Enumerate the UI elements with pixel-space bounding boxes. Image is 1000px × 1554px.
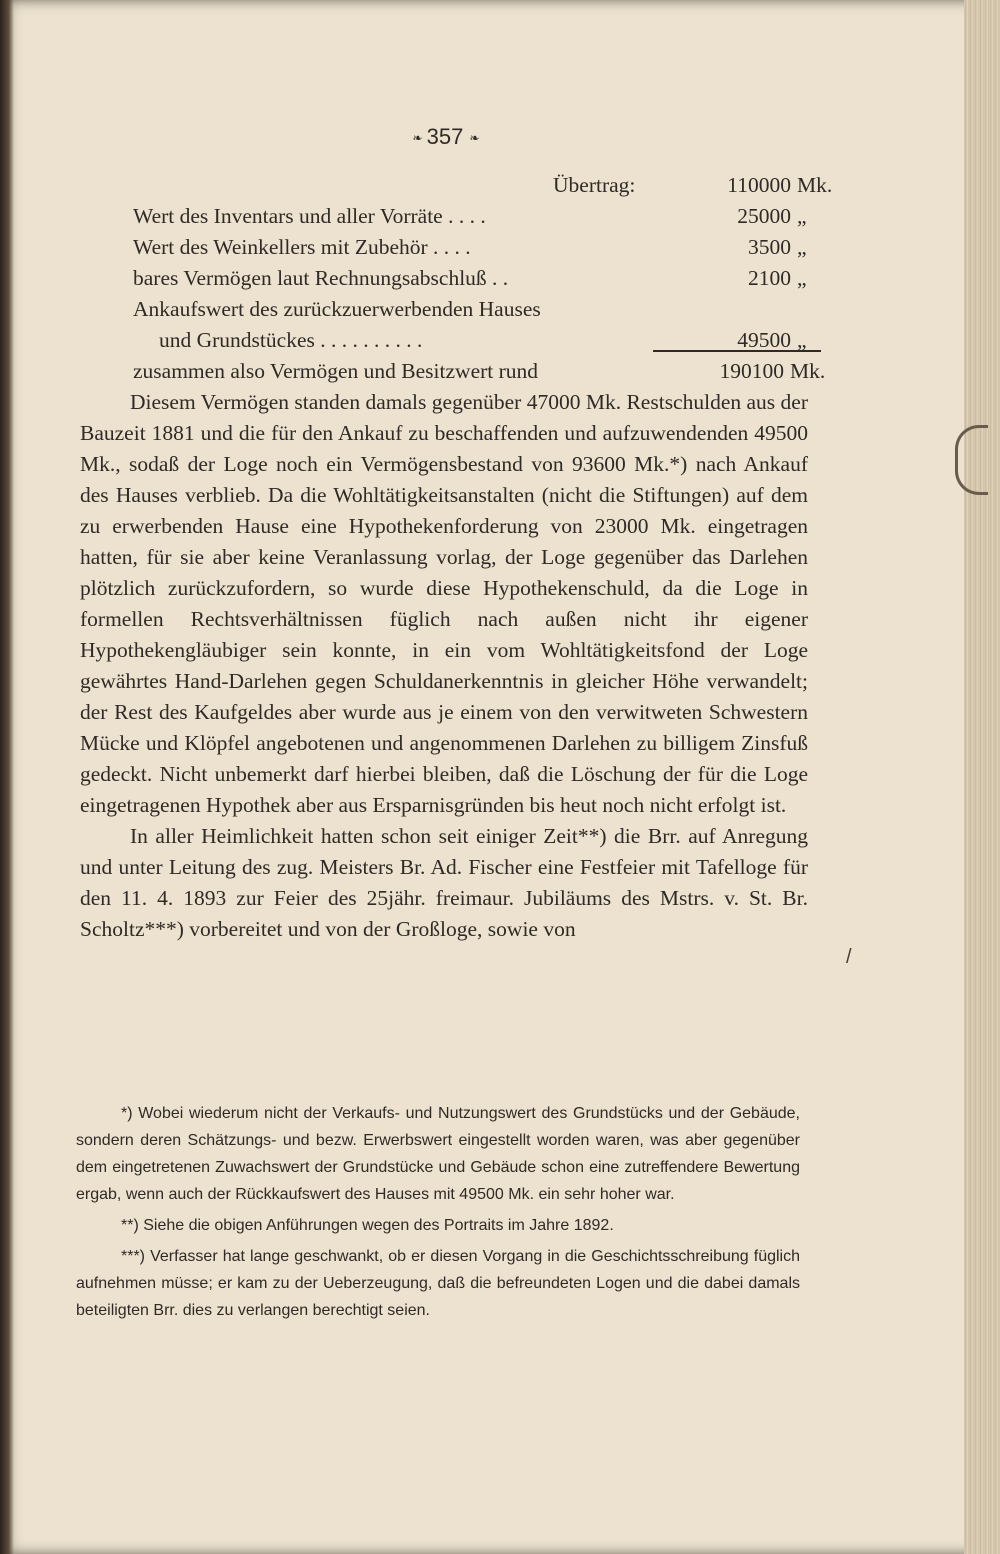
ledger-carry-row — [133, 170, 833, 201]
book-gutter — [0, 0, 14, 1554]
carry-amount: 110000 — [727, 173, 791, 197]
ledger-row-amount: 2100 — [748, 266, 791, 290]
ledger-row-label: Ankaufswert des zurückzuerwerbenden Hauses — [133, 297, 541, 321]
ledger-row-amount: 49500 — [737, 328, 791, 352]
total-unit: Mk. — [790, 359, 826, 383]
page-edge — [964, 0, 1000, 1554]
ledger-row-label: Wert des Weinkellers mit Zubehör . . . . — [133, 235, 471, 259]
ledger-row — [133, 294, 823, 325]
ledger-row-amount: 25000 — [737, 204, 791, 228]
page-header — [370, 124, 520, 150]
footnote: *) Wobei wiederum nicht der Verkaufs- und Nutzungswert des Grundstücks und der Gebäude, sondern deren Schätzungs- und bezw. Erwerbswert eingestellt worden waren, was aber gegenüber dem eingetretenen Zuwachswert der Grundstücke und Gebäude schon eine zutreffendere Bewertung ergab, wenn auch der Rückkaufswert des Hauses mit 49500 Mk. ein sehr hoher war. — [76, 1105, 800, 1203]
footnotes — [76, 1100, 800, 1328]
body-text — [80, 356, 826, 945]
ledger-row — [133, 232, 823, 263]
margin-annotation: / — [846, 946, 852, 968]
footnote: **) Siehe die obigen Anführungen wegen des Portraits im Jahre 1892. — [121, 1217, 614, 1234]
ledger-row — [133, 201, 823, 232]
ledger-row — [133, 263, 823, 294]
total-label: zusammen also Vermögen und Besitzwert rund — [133, 359, 539, 383]
ledger-row-label: bares Vermögen laut Rechnungsabschluß . . — [133, 266, 509, 290]
carry-unit: Mk. — [797, 173, 833, 197]
asset-ledger — [133, 170, 833, 356]
ledger-row-unit: „ — [797, 328, 807, 352]
paragraph: In aller Heimlichkeit hatten schon seit einiger Zeit**) die Brr. auf Anregung und unter Leitung des zug. Meisters Br. Ad. Fischer eine Festfeier mit Tafelloge für den 11. 4. 1893 zur Feier des 25jähr. freimaur. Jubiläums des Mstrs. v. St. Br. Scholtz***) vorbereitet und von der Großloge, sowie von — [80, 824, 808, 941]
ledger-row-unit: „ — [797, 235, 807, 259]
ledger-total-row — [80, 356, 826, 387]
paragraph: Diesem Vermögen standen damals gegenüber 47000 Mk. Restschulden aus der Bauzeit 1881 und die für den Ankauf zu beschaffenden und aufzuwendenden 49500 Mk., sodaß der Loge noch ein Vermögensbestand von 93600 Mk.*) nach Ankauf des Hauses verblieb. Da die Wohltätigkeitsanstalten (nicht die Stiftungen) auf dem zu erwerbenden Hause eine Hypothekenforderung von 23000 Mk. eingetragen hatten, für sie aber keine Veranlassung vorlag, der Loge gegenüber das Darlehen plötzlich zurückzufordern, so wurde diese Hypothekenschuld, da die Loge in formellen Rechtsverhältnissen füglich nach außen nicht ihr eigener Hypothekengläubiger sein konnte, in ein vom Wohltätigkeitsfond der Loge gewährtes Hand-Darlehen gegen Schuldanerkenntnis in gleicher Höhe verwandelt; der Rest des Kaufgeldes aber wurde aus je einem von den verwitweten Schwestern Mücke und Klöpfel angebotenen und angenommenen Darlehen zu billigem Zinsfuß gedeckt. Nicht unbemerkt darf hierbei bleiben, daß die Löschung der für die Loge eingetragenen Hypothek aber aus Ersparnisgründen bis heut noch nicht erfolgt ist. — [80, 390, 808, 817]
ledger-row-unit: „ — [797, 266, 807, 290]
total-amount: 190100 — [719, 359, 784, 383]
carry-label: Übertrag: — [553, 173, 636, 197]
sum-rule — [653, 350, 821, 352]
bookmark-tab — [955, 425, 988, 495]
ornament-right-icon: ❧ — [469, 131, 478, 146]
ledger-row-label: Wert des Inventars und aller Vorräte . . . . — [133, 204, 486, 228]
ledger-row-unit: „ — [797, 204, 807, 228]
page-number: 357 — [426, 124, 464, 149]
ledger-row-amount: 3500 — [748, 235, 791, 259]
ornament-left-icon: ❧ — [412, 131, 421, 146]
footnote: ***) Verfasser hat lange geschwankt, ob er diesen Vorgang in die Geschichtsschreibung füglich aufnehmen müsse; er kam zu der Ueberzeugung, daß die befreundeten Logen und die dabei damals beteiligten Brr. dies zu verlangen berechtigt seien. — [76, 1248, 800, 1319]
ledger-row-label: und Grundstückes . . . . . . . . . . — [159, 328, 423, 352]
